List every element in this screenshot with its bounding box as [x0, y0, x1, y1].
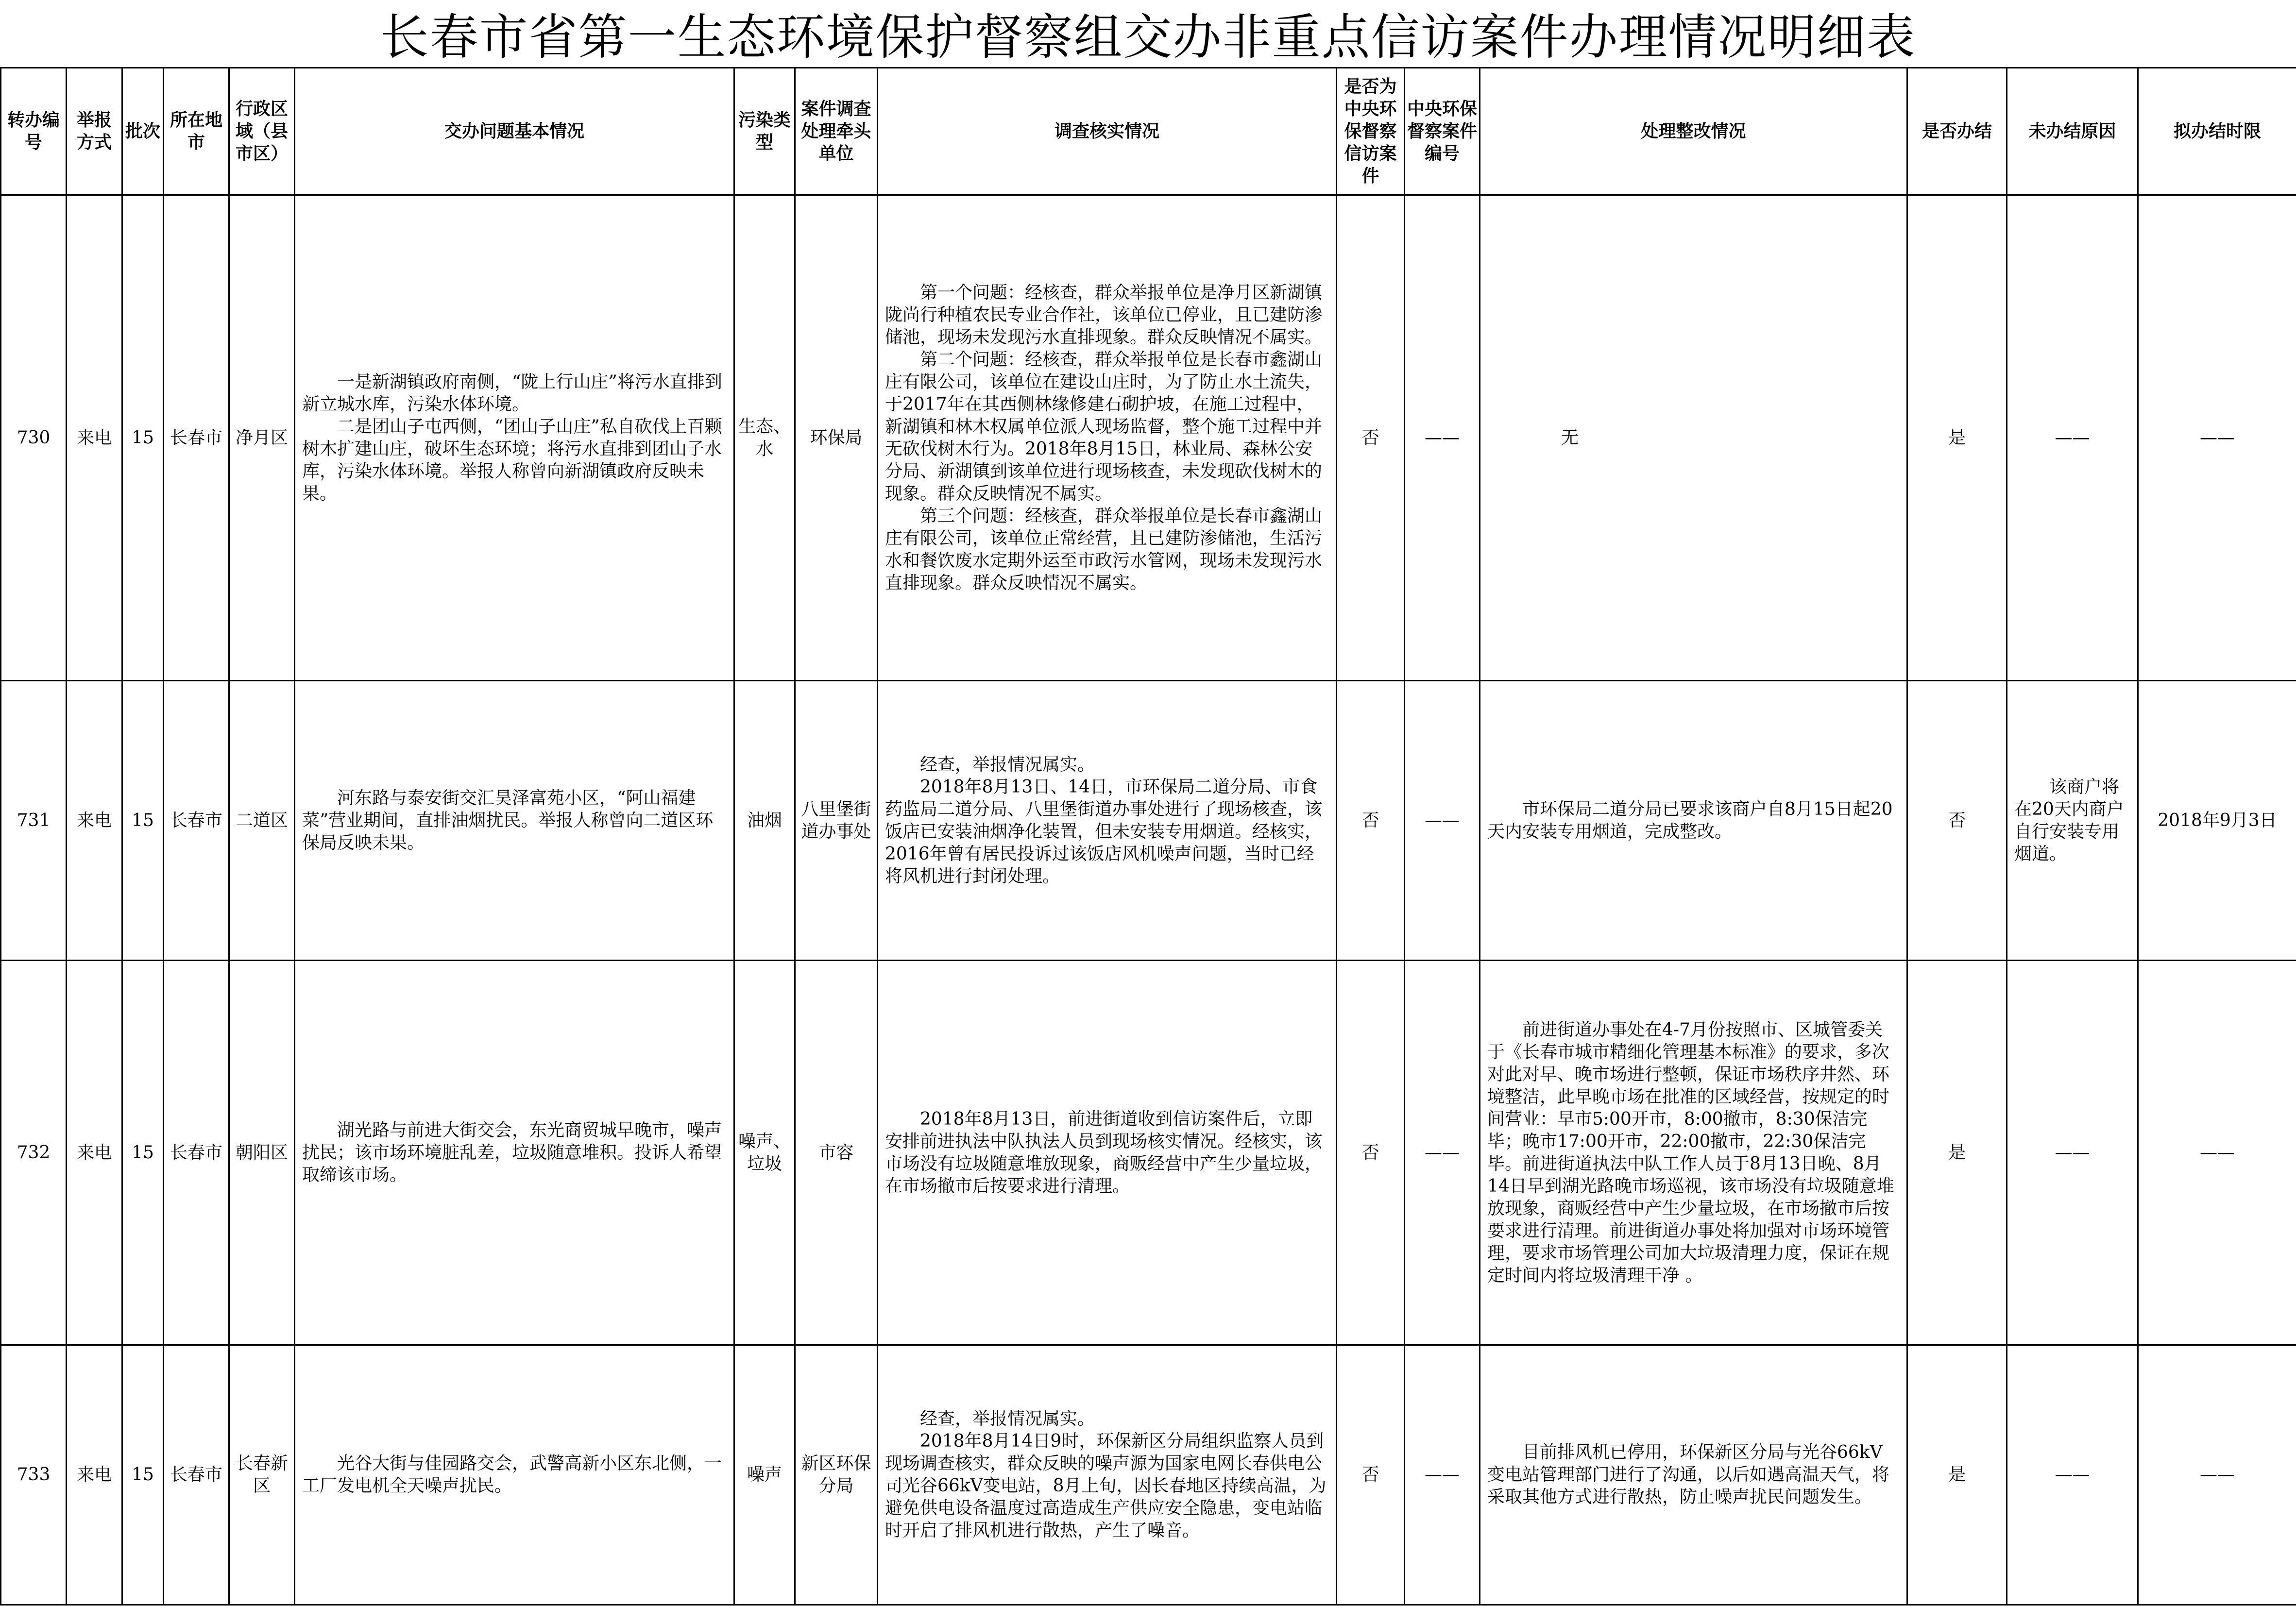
- incomplete-reason-paragraph: 该商户将在20天内商户自行安装专用烟道。: [2014, 777, 2124, 864]
- pollution-type: 生态、水: [734, 195, 795, 681]
- deadline: ——: [2138, 1345, 2296, 1605]
- header-cell: 交办问题基本情况: [295, 68, 734, 195]
- issue-description-paragraph: 光谷大街与佳园路交会，武警高新小区东北侧，一工厂发电机全天噪声扰民。: [302, 1454, 722, 1496]
- central-case-number: ——: [1405, 681, 1480, 961]
- report-method: 来电: [67, 681, 122, 961]
- issue-description-paragraph: 一是新湖镇政府南侧，“陇上行山庄”将污水直排到新立城水库，污染水体环境。: [302, 372, 722, 414]
- issue-description: [295, 961, 734, 1345]
- pollution-type: 油烟: [734, 681, 795, 961]
- header-cell: 拟办结时限: [2138, 68, 2296, 195]
- central-case-flag: 否: [1337, 195, 1405, 681]
- report-method: 来电: [67, 961, 122, 1345]
- rectification-paragraph: 无: [1561, 427, 1579, 448]
- city: 长春市: [164, 1345, 229, 1605]
- issue-description-paragraph: 河东路与泰安街交汇昊泽富苑小区，“阿山福建菜”营业期间，直排油烟扰民。举报人称曾向二道区环保局反映未果。: [302, 788, 714, 853]
- city: 长春市: [164, 681, 229, 961]
- report-method: 来电: [67, 195, 122, 681]
- incomplete-reason-paragraph: ——: [2055, 427, 2090, 448]
- case-id: 732: [1, 961, 67, 1345]
- header-cell: 批次: [122, 68, 164, 195]
- incomplete-reason: [2007, 961, 2138, 1345]
- table-row: [1, 195, 2296, 681]
- completed-flag: 是: [1907, 1345, 2007, 1605]
- central-case-number: ——: [1405, 961, 1480, 1345]
- city: 长春市: [164, 195, 229, 681]
- survey-result: [878, 961, 1337, 1345]
- header-row: [1, 68, 2296, 195]
- header-cell: 转办编号: [1, 68, 67, 195]
- batch: 15: [122, 681, 164, 961]
- lead-unit: 市容: [795, 961, 878, 1345]
- pollution-type: 噪声: [734, 1345, 795, 1605]
- case-id: 730: [1, 195, 67, 681]
- lead-unit: 新区环保分局: [795, 1345, 878, 1605]
- incomplete-reason-paragraph: ——: [2055, 1142, 2090, 1163]
- lead-unit: 环保局: [795, 195, 878, 681]
- batch: 15: [122, 961, 164, 1345]
- survey-result-paragraph: 2018年8月14日9时，环保新区分局组织监察人员到现场调查核实，群众反映的噪声源为国家电网长春供电公司光谷66kV变电站，8月上旬，因长春地区持续高温，为避免供电设备温度过高造成生产供应安全隐患，变电站临时开启了排风机进行散热，产生了噪音。: [885, 1431, 1327, 1540]
- issue-description: [295, 1345, 734, 1605]
- survey-result-paragraph: 经查，举报情况属实。: [920, 1409, 1095, 1429]
- issue-description: [295, 195, 734, 681]
- district: 长春新区: [229, 1345, 295, 1605]
- issue-description: [295, 681, 734, 961]
- header-cell: 所在地市: [164, 68, 229, 195]
- survey-result-paragraph: 第二个问题：经核查，群众举报单位是长春市鑫湖山庄有限公司，该单位在建设山庄时，为了防止水土流失，于2017年在其西侧林缘修建石砌护坡，在施工过程中，新湖镇和林木权属单位派人现场监督，整个施工过程中并无砍伐树木行为。2018年8月15日，林业局、森林公安分局、新湖镇到该单位进行现场核查，未发现砍伐树木的现象。群众反映情况不属实。: [885, 349, 1323, 504]
- rectification-paragraph: 目前排风机已停用，环保新区分局与光谷66kV变电站管理部门进行了沟通，以后如遇高温天气，将采取其他方式进行散热，防止噪声扰民问题发生。: [1487, 1442, 1890, 1507]
- table-row: [1, 961, 2296, 1345]
- district: 净月区: [229, 195, 295, 681]
- survey-result: [878, 195, 1337, 681]
- survey-result-paragraph: 经查，举报情况属实。: [920, 754, 1095, 775]
- rectification-paragraph: 市环保局二道分局已要求该商户自8月15日起20天内安装专用烟道，完成整改。: [1487, 799, 1893, 842]
- city: 长春市: [164, 961, 229, 1345]
- table-row: [1, 681, 2296, 961]
- batch: 15: [122, 1345, 164, 1605]
- case-id: 733: [1, 1345, 67, 1605]
- district: 二道区: [229, 681, 295, 961]
- central-case-number: ——: [1405, 195, 1480, 681]
- header-cell: 是否为中央环保督察信访案件: [1337, 68, 1405, 195]
- survey-result: [878, 1345, 1337, 1605]
- header-cell: 调查核实情况: [878, 68, 1337, 195]
- incomplete-reason-paragraph: ——: [2055, 1465, 2090, 1485]
- header-cell: 污染类型: [734, 68, 795, 195]
- header-cell: 处理整改情况: [1480, 68, 1907, 195]
- incomplete-reason: [2007, 195, 2138, 681]
- issue-description-paragraph: 湖光路与前进大街交会，东光商贸城早晚市，噪声扰民；该市场环境脏乱差，垃圾随意堆积。投诉人希望取缔该市场。: [302, 1120, 722, 1185]
- rectification-paragraph: 前进街道办事处在4-7月份按照市、区城管委关于《长春市城市精细化管理基本标准》的要求，多次对此对早、晚市场进行整顿，保证市场秩序井然、环境整洁，此早晚市场在批准的区域经营，按规定的时间营业：早市5:00开市，8:00撤市，8:30保洁完毕；晚市17:00开市，22:00撤市，22:30保洁完毕。前进街道执法中队工作人员于8月13日晚、8月14日早到湖光路晚市场巡视，该市场没有垃圾随意堆放现象，商贩经营中产生少量垃圾，在市场撤市后按要求进行清理。前进街道办事处将加强对市场环境管理，要求市场管理公司加大垃圾清理力度，保证在规定时间内将垃圾清理干净 。: [1487, 1019, 1894, 1285]
- completed-flag: 是: [1907, 961, 2007, 1345]
- header-cell: 中央环保督察案件编号: [1405, 68, 1480, 195]
- central-case-flag: 否: [1337, 681, 1405, 961]
- deadline: 2018年9月3日: [2138, 681, 2296, 961]
- deadline: ——: [2138, 961, 2296, 1345]
- completed-flag: 是: [1907, 195, 2007, 681]
- central-case-flag: 否: [1337, 1345, 1405, 1605]
- rectification: [1480, 195, 1907, 681]
- page-title: 长春市省第一生态环境保护督察组交办非重点信访案件办理情况明细表: [380, 8, 1916, 66]
- header-cell: 是否办结: [1907, 68, 2007, 195]
- header-cell: 未办结原因: [2007, 68, 2138, 195]
- rectification: [1480, 681, 1907, 961]
- survey-result-paragraph: 2018年8月13日，前进街道收到信访案件后，立即安排前进执法中队执法人员到现场核实情况。经核实，该市场没有垃圾随意堆放现象，商贩经营中产生少量垃圾，在市场撤市后按要求进行清理。: [885, 1109, 1323, 1196]
- incomplete-reason: [2007, 1345, 2138, 1605]
- header-cell: 案件调查处理牵头单位: [795, 68, 878, 195]
- survey-result-paragraph: 2018年8月13日、14日，市环保局二道分局、市食药监局二道分局、八里堡街道办事处进行了现场核查，该饭店已安装油烟净化装置，但未安装专用烟道。经核实，2016年曾有居民投诉过该饭店风机噪声问题，当时已经将风机进行封闭处理。: [885, 777, 1323, 886]
- completed-flag: 否: [1907, 681, 2007, 961]
- header-cell: 行政区域（县市区）: [229, 68, 295, 195]
- survey-result: [878, 681, 1337, 961]
- report-method: 来电: [67, 1345, 122, 1605]
- header-cell: 举报方式: [67, 68, 122, 195]
- case-id: 731: [1, 681, 67, 961]
- rectification: [1480, 961, 1907, 1345]
- district: 朝阳区: [229, 961, 295, 1345]
- batch: 15: [122, 195, 164, 681]
- incomplete-reason: [2007, 681, 2138, 961]
- central-case-flag: 否: [1337, 961, 1405, 1345]
- survey-result-paragraph: 第三个问题：经核查，群众举报单位是长春市鑫湖山庄有限公司，该单位正常经营，且已建防渗储池，生活污水和餐饮废水定期外运至市政污水管网，现场未发现污水直排现象。群众反映情况不属实。: [885, 506, 1323, 593]
- case-table: [0, 67, 2296, 1606]
- lead-unit: 八里堡街道办事处: [795, 681, 878, 961]
- table-row: [1, 1345, 2296, 1605]
- issue-description-paragraph: 二是团山子屯西侧，“团山子山庄”私自砍伐上百颗树木扩建山庄，破坏生态环境；将污水直排到团山子水库，污染水体环境。举报人称曾向新湖镇政府反映未果。: [302, 416, 722, 504]
- central-case-number: ——: [1405, 1345, 1480, 1605]
- rectification: [1480, 1345, 1907, 1605]
- pollution-type: 噪声、垃圾: [734, 961, 795, 1345]
- survey-result-paragraph: 第一个问题：经核查，群众举报单位是净月区新湖镇陇尚行种植农民专业合作社，该单位已停业，且已建防渗储池，现场未发现污水直排现象。群众反映情况不属实。: [885, 282, 1323, 347]
- deadline: ——: [2138, 195, 2296, 681]
